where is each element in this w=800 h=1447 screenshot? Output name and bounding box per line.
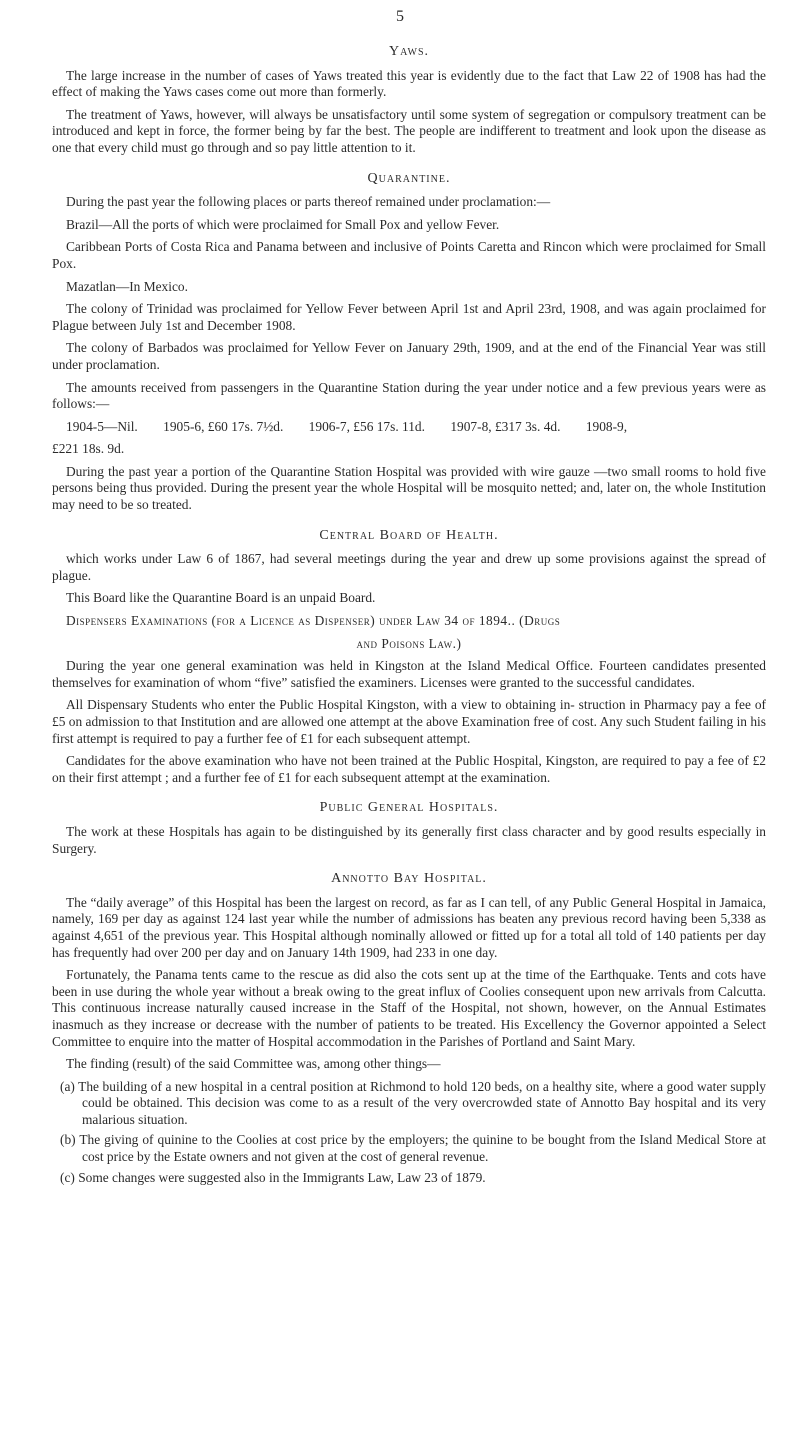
page-number: 5: [396, 8, 404, 25]
heading-yaws: Yaws.: [388, 44, 430, 59]
paragraph: Mazatlan—In Mexico.: [66, 278, 188, 294]
paragraph: The finding (result) of the said Committee was, among other things—: [66, 1056, 441, 1072]
heading-central-board: Central Board of Health.: [319, 527, 499, 543]
paragraph: The treatment of Yaws, however, will always be unsatisfactory until some system of segregation or compulsory treatment can be introduced and kept in force, the former being by far the best. The people are indifferent to treatment and look upon the disease as one that every child must go through and so pay little attention to it.: [52, 106, 766, 155]
amount-item: 1906-7, £56 17s. 11d.: [308, 418, 425, 434]
section-yaws: [52, 44, 766, 157]
paragraph: Caribbean Ports of Costa Rica and Panama between and inclusive of Points Caretta and Rincon which were proclaimed for Small Pox.: [52, 239, 766, 271]
paragraph: All Dispensary Students who enter the Public Hospital Kingston, with a view to obtaining in- struction in Pharmacy pay a fee of £5 on admission to that Institution and are allowed one attempt at the above Examination free of cost. Any such Student failing in his first attempt is required to pay a further fee of £1 for each subsequent attempt.: [52, 697, 766, 746]
paragraph: During the year one general examination was held in Kingston at the Island Medical Office. Fourteen candidates presented themselves for examination of whom “five” satisfied the examiners. Licenses were granted to the successful candidates.: [52, 658, 766, 690]
paragraph: Fortunately, the Panama tents came to the rescue as did also the cots sent up at the time of the Earthquake. Tents and cots have been in use during the whole year without a break owing to the great influx of Coolies consequent upon new arrivals from Calcutta. This continuous increase naturally caused increase in the Staff of the Hospital, not shown, however, on the Annual Estimates inasmuch as they increase or decrease with the number of patients to be treated. His Excellency the Governor appointed a Select Committee to enquire into the matter of Hospital accommodation in the Parishes of Portland and Saint Mary.: [52, 967, 766, 1049]
paragraph: During the past year the following places or parts thereof remained under proclamation:—: [66, 194, 551, 210]
heading-public-hospitals: Public General Hospitals.: [319, 800, 499, 816]
heading-quarantine: Quarantine.: [367, 170, 451, 186]
section-quarantine: [52, 171, 766, 514]
heading-dispensers: Dispensers Examinations (for a Licence as Dispenser) under Law 34 of 1894.. (Drugs: [66, 613, 561, 629]
section-dispensers: [52, 613, 766, 786]
amount-item: 1905-6, £60 17s. 7½d.: [163, 418, 284, 434]
section-central-board: [52, 528, 766, 607]
page-content: [52, 44, 766, 1190]
heading-annotto-bay: Annotto Bay Hospital.: [331, 871, 487, 887]
list-item: (b) The giving of quinine to the Coolies at cost price by the employers; the quinine to be bought from the Island Medical Store at cost price by the Estate owners and not given at the cost of general revenue.: [60, 1132, 766, 1165]
list-item: (a) The building of a new hospital in a central position at Richmond to hold 120 beds, on a healthy site, where a good water supply could be obtained. This decision was come to as a result of the very overcrowded state of Annotto Bay hospital and its very malarious situation.: [60, 1078, 766, 1127]
section-public-hospitals: [52, 800, 766, 857]
list-item: (c) Some changes were suggested also in the Immigrants Law, Law 23 of 1879.: [60, 1169, 486, 1185]
heading-dispensers-cont: and Poisons Law.): [356, 635, 462, 651]
paragraph: During the past year a portion of the Quarantine Station Hospital was provided with wire gauze —two small rooms to hold five persons being thus provided. During the present year the whole Hospital will be mosquito netted; and, later on, the whole Institution may need to be so treated.: [52, 463, 766, 513]
amount-item: 1907-8, £317 3s. 4d.: [450, 418, 561, 434]
paragraph: The colony of Trinidad was proclaimed for Yellow Fever between April 1st and April 23rd, 1908, and was again proclaimed for Plague between July 1st and December 1908.: [52, 301, 766, 333]
amount-item: 1904-5—Nil.: [66, 418, 138, 434]
amount-item: 1908-9,: [585, 418, 628, 434]
paragraph: This Board like the Quarantine Board is an unpaid Board.: [66, 590, 376, 606]
paragraph: Brazil—All the ports of which were proclaimed for Small Pox and yellow Fever.: [66, 216, 500, 232]
paragraph: The “daily average” of this Hospital has been the largest on record, as far as I can tell, of any Public General Hospital in Jamaica, namely, 169 per day as against 124 last year while the number of admissions has beaten any previous record having been 5,338 as against 4,651 of the previous year. This Hospital although nominally allowed or fitted up for a total all told of 140 patients per day has frequently had over 200 per day and on January 14th 1909, had 233 in one day.: [52, 894, 766, 960]
amounts-list: [52, 419, 766, 436]
amount-continuation: £221 18s. 9d.: [52, 441, 125, 457]
paragraph: The work at these Hospitals has again to be distinguished by its generally first class character and by good results especially in Surgery.: [52, 823, 766, 856]
paragraph: The amounts received from passengers in the Quarantine Station during the year under notice and a few previous years were as follows:—: [52, 379, 766, 412]
paragraph: which works under Law 6 of 1867, had several meetings during the year and drew up some provisions against the spread of plague.: [52, 551, 766, 583]
section-annotto-bay: [52, 871, 766, 1186]
paragraph: The colony of Barbados was proclaimed for Yellow Fever on January 29th, 1909, and at the end of the Financial Year was still under proclamation.: [52, 340, 766, 372]
paragraph: The large increase in the number of cases of Yaws treated this year is evidently due to the fact that Law 22 of 1908 has had the effect of making the Yaws cases come out more than formerly.: [52, 67, 766, 100]
paragraph: Candidates for the above examination who have not been trained at the Public Hospital, Kingston, are required to pay a fee of £2 on their first attempt ; and a further fee of £1 for each subsequent attempt at the examination.: [52, 753, 766, 785]
